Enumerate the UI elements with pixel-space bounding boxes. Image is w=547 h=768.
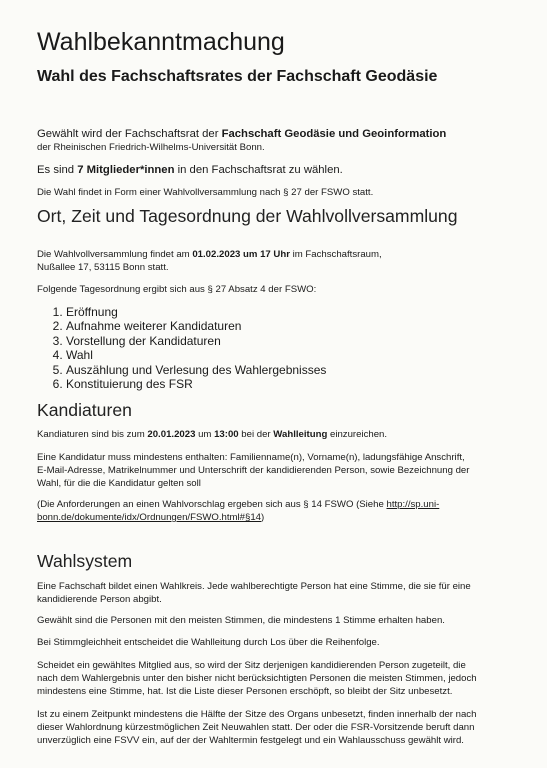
ort-text: im Fachschaftsraum, (289, 249, 382, 260)
fswo-link[interactable]: bonn.de/dokumente/idx/Ordnungen/FSWO.html#§14 (37, 512, 261, 523)
intro-text: in den Fachschaftsrat zu wählen. (174, 164, 343, 176)
wahl-paragraph-4-line-1: Scheidet ein gewähltes Mitglied aus, so wird der Sitz derjenigen kandidierenden Person zugeteilt, die (37, 660, 466, 671)
kand-paragraph-1 (37, 428, 387, 441)
wahl-paragraph-5-line-2: dieser Wahlordnung kürzestmöglichen Zeit Neuwahlen statt. Der oder die FSR-Vorsitzende beruft dann (37, 722, 475, 733)
ort-paragraph-2: Folgende Tagesordnung ergibt sich aus § 27 Absatz 4 der FSWO: (37, 284, 317, 295)
kand-text: ) (261, 512, 265, 523)
section-heading-wahlsystem: Wahlsystem (37, 551, 133, 571)
kand-paragraph-2-line-3: Wahl, für die die Kandidatur gelten soll (37, 478, 201, 489)
faculty-name: Fachschaft Geodäsie und Geoinformation (221, 128, 447, 140)
agenda-item: 1. Eröffnung (66, 305, 326, 319)
kand-paragraph-2-line-1: Eine Kandidatur muss mindestens enthalten: Familienname(n), Vorname(n), ladungsfähige Anschrift, (37, 452, 465, 463)
wahl-paragraph-4-line-2: nach dem Wahlergebnis unter den bisher nicht berücksichtigten Personen die meisten Stimmen, jedoch (37, 673, 477, 684)
wahlleitung-label: Wahlleitung (273, 429, 328, 440)
section-heading-ort: Ort, Zeit und Tagesordnung der Wahlvollversammlung (37, 206, 458, 226)
page-subtitle: Wahl des Fachschaftsrates der Fachschaft Geodäsie (37, 68, 438, 85)
wahl-paragraph-5-line-3: unverzüglich eine FSVV ein, auf der der Wahltermin festgelegt und ein Wahlausschuss gewählt wird. (37, 735, 464, 746)
intro-paragraph-3: Die Wahl findet in Form einer Wahlvollversammlung nach § 27 der FSWO statt. (37, 187, 374, 198)
wahl-paragraph-5-line-1: Ist zu einem Zeitpunkt mindestens die Hälfte der Sitze des Organs unbesetzt, finden innerhalb der nach (37, 709, 477, 720)
intro-text: Es sind (37, 164, 78, 176)
agenda-item: 4. Wahl (66, 348, 326, 362)
event-datetime: 01.02.2023 um 17 Uhr (192, 249, 290, 260)
intro-paragraph-1 (37, 127, 446, 141)
ort-text: Die Wahlvollversammlung findet am (37, 249, 193, 260)
kand-paragraph-3-line-1 (37, 498, 439, 511)
kand-paragraph-2-line-2: E-Mail-Adresse, Matrikelnummer und Unterschrift der kandidierenden Person, sowie Bezeichnung der (37, 465, 470, 476)
fswo-link[interactable]: http://sp.uni- (386, 499, 440, 510)
wahl-paragraph-2: Gewählt sind die Personen mit den meisten Stimmen, die mindestens 1 Stimme erhalten haben. (37, 615, 445, 626)
wahl-paragraph-1-line-2: kandidierende Person abgibt. (37, 594, 162, 605)
deadline-date: 20.01.2023 (147, 429, 196, 440)
intro-text: Gewählt wird der Fachschaftsrat der (37, 128, 222, 140)
intro-paragraph-2 (37, 163, 343, 177)
kand-text: um (195, 429, 215, 440)
page-title: Wahlbekanntmachung (37, 28, 285, 56)
wahl-paragraph-3: Bei Stimmgleichheit entscheidet die Wahlleitung durch Los über die Reihenfolge. (37, 637, 380, 648)
agenda-item: 5. Auszählung und Verlesung des Wahlergebnisses (66, 363, 326, 377)
kand-text: bei der (238, 429, 274, 440)
agenda-list (40, 305, 326, 391)
kand-text: Kandiaturen sind bis zum (37, 429, 148, 440)
ort-paragraph-1 (37, 248, 382, 261)
member-count: 7 Mitglieder*innen (77, 164, 175, 176)
kand-text: einzureichen. (327, 429, 388, 440)
agenda-item: 2. Aufnahme weiterer Kandidaturen (66, 319, 326, 333)
intro-university: der Rheinischen Friedrich-Wilhelms-Universität Bonn. (37, 142, 265, 153)
wahl-paragraph-4-line-3: mindestens eine Stimme, hat. Ist die Liste dieser Personen erschöpft, so bleibt der Sitz unbesetzt. (37, 686, 453, 697)
agenda-item: 3. Vorstellung der Kandidaturen (66, 334, 326, 348)
kand-paragraph-3-line-2 (37, 511, 264, 524)
ort-address: Nußallee 17, 53115 Bonn statt. (37, 262, 169, 273)
wahl-paragraph-1-line-1: Eine Fachschaft bildet einen Wahlkreis. Jede wahlberechtigte Person hat eine Stimme, die sie für eine (37, 581, 471, 592)
section-heading-kandiaturen: Kandiaturen (37, 400, 132, 420)
kand-text: (Die Anforderungen an einen Wahlvorschlag ergeben sich aus § 14 FSWO (Siehe (37, 499, 387, 510)
deadline-time: 13:00 (214, 429, 239, 440)
agenda-item: 6. Konstituierung des FSR (66, 377, 326, 391)
